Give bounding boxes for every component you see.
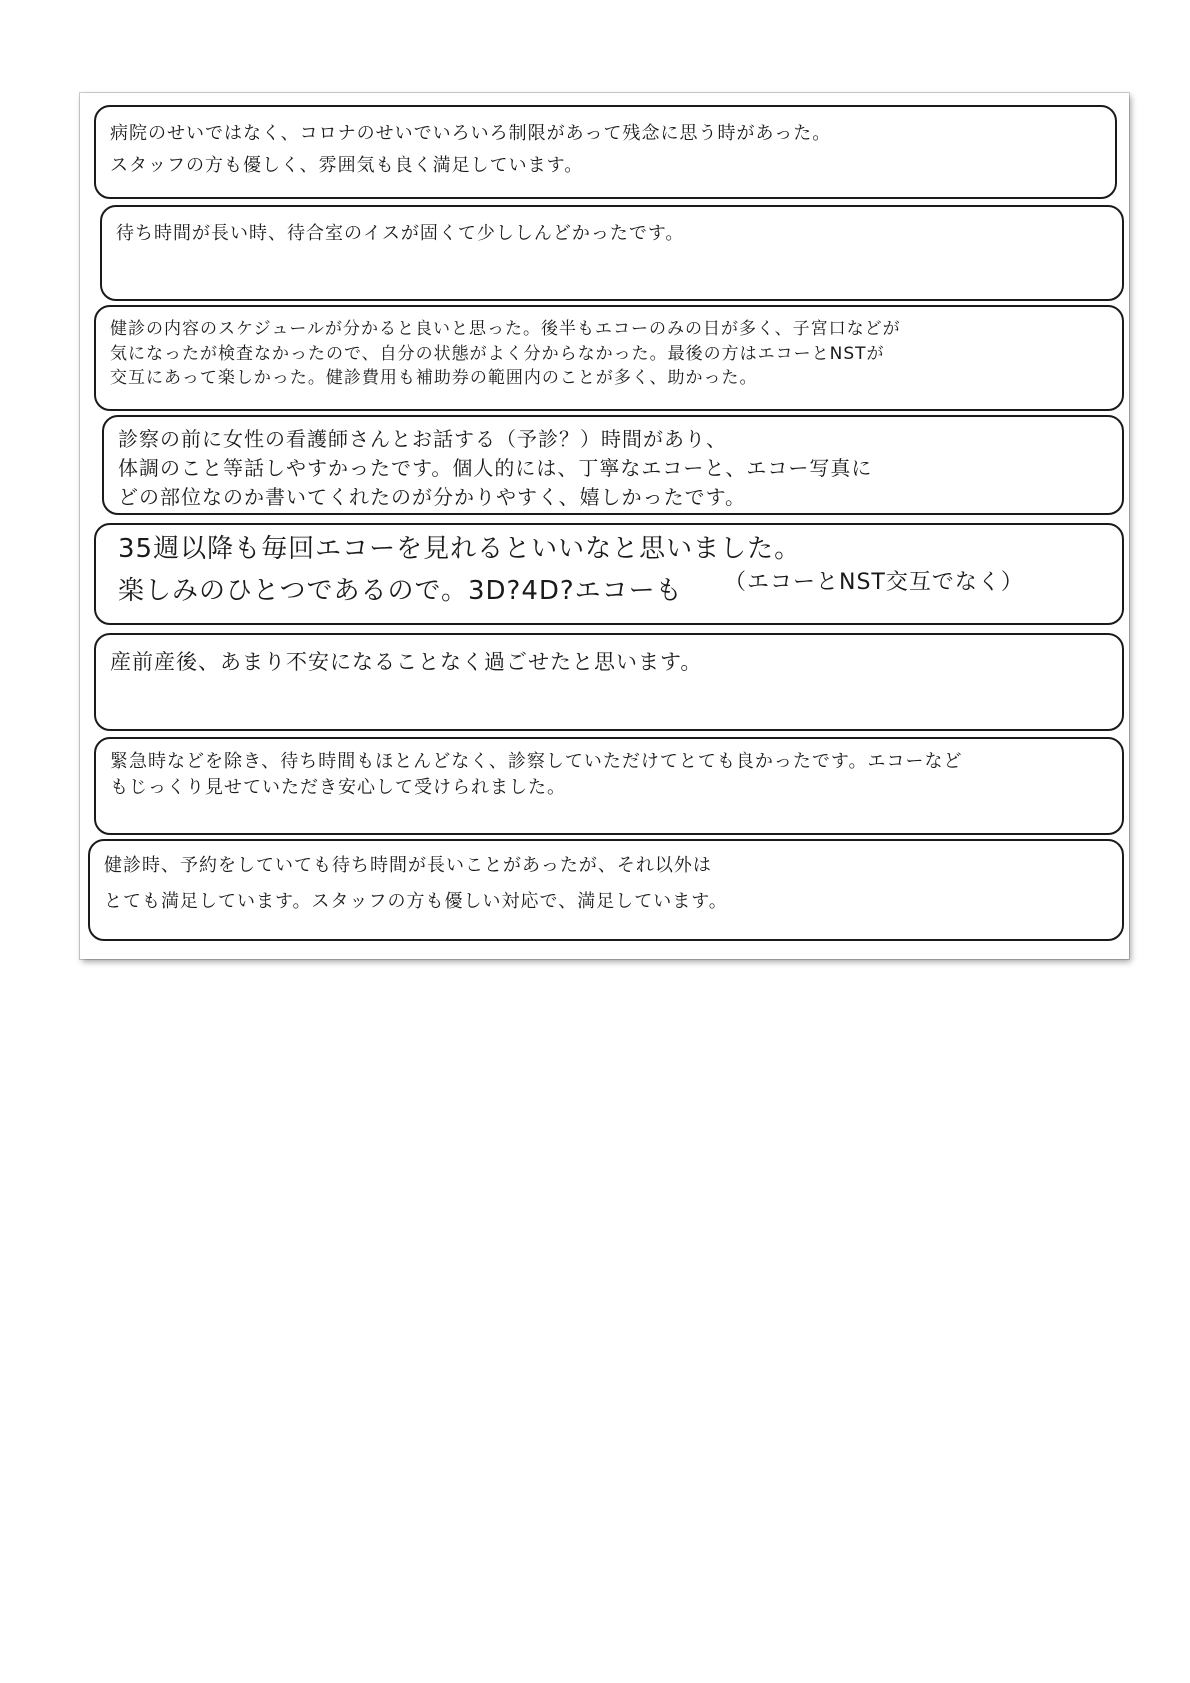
scanned-sheet [80, 93, 1129, 959]
comment-5-line-2: 楽しみのひとつであるので。3D?4D?エコーも [118, 576, 683, 606]
comment-1-line-2: スタッフの方も優しく、雰囲気も良く満足しています。 [110, 155, 584, 177]
comment-7-line-2: もじっくり見せていただき安心して受けられました。 [110, 777, 566, 799]
comment-3-line-2: 気になったが検査なかったので、自分の状態がよく分からなかった。最後の方はエコーとNSTが [110, 343, 885, 364]
comment-4-line-2: 体調のこと等話しやすかったです。個人的には、丁寧なエコーと、エコー写真に [118, 456, 873, 480]
comment-1-line-1: 病院のせいではなく、コロナのせいでいろいろ制限があって残念に思う時があった。 [110, 123, 832, 144]
comment-box-8 [88, 839, 1124, 941]
comment-8-line-2: とても満足しています。スタッフの方も優しい対応で、満足しています。 [104, 891, 728, 913]
comment-4-line-3: どの部位なのか書いてくれたのが分かりやすく、嬉しかったです。 [118, 485, 746, 509]
comment-box-5 [94, 523, 1124, 625]
comment-box-6 [94, 633, 1124, 731]
comment-8-line-1: 健診時、予約をしていても待ち時間が長いことがあったが、それ以外は [104, 855, 712, 876]
comment-box-4 [102, 415, 1124, 515]
comment-7-line-1: 緊急時などを除き、待ち時間もほとんどなく、診察していただけてとても良かったです。エコーなど [110, 751, 963, 772]
comment-box-7 [94, 737, 1124, 835]
comment-box-2 [100, 205, 1124, 301]
comment-4-line-1: 診察の前に女性の看護師さんとお話する（予診？）時間があり、 [118, 427, 727, 451]
comment-2-line-1: 待ち時間が長い時、待合室のイスが固くて少ししんどかったです。 [116, 223, 685, 244]
comment-box-3 [94, 305, 1124, 411]
comment-5-note: （エコーとNST交互でなく） [724, 570, 1024, 595]
comment-6-line-1: 産前産後、あまり不安になることなく過ごせたと思います。 [110, 650, 703, 674]
comment-box-1 [94, 105, 1117, 199]
comment-3-line-3: 交互にあって楽しかった。健診費用も補助券の範囲内のことが多く、助かった。 [110, 368, 758, 389]
comment-5-line-1: 35週以降も毎回エコーを見れるといいなと思いました。 [118, 534, 802, 564]
comment-3-line-1: 健診の内容のスケジュールが分かると良いと思った。後半もエコーのみの日が多く、子宮口などが [110, 319, 901, 339]
